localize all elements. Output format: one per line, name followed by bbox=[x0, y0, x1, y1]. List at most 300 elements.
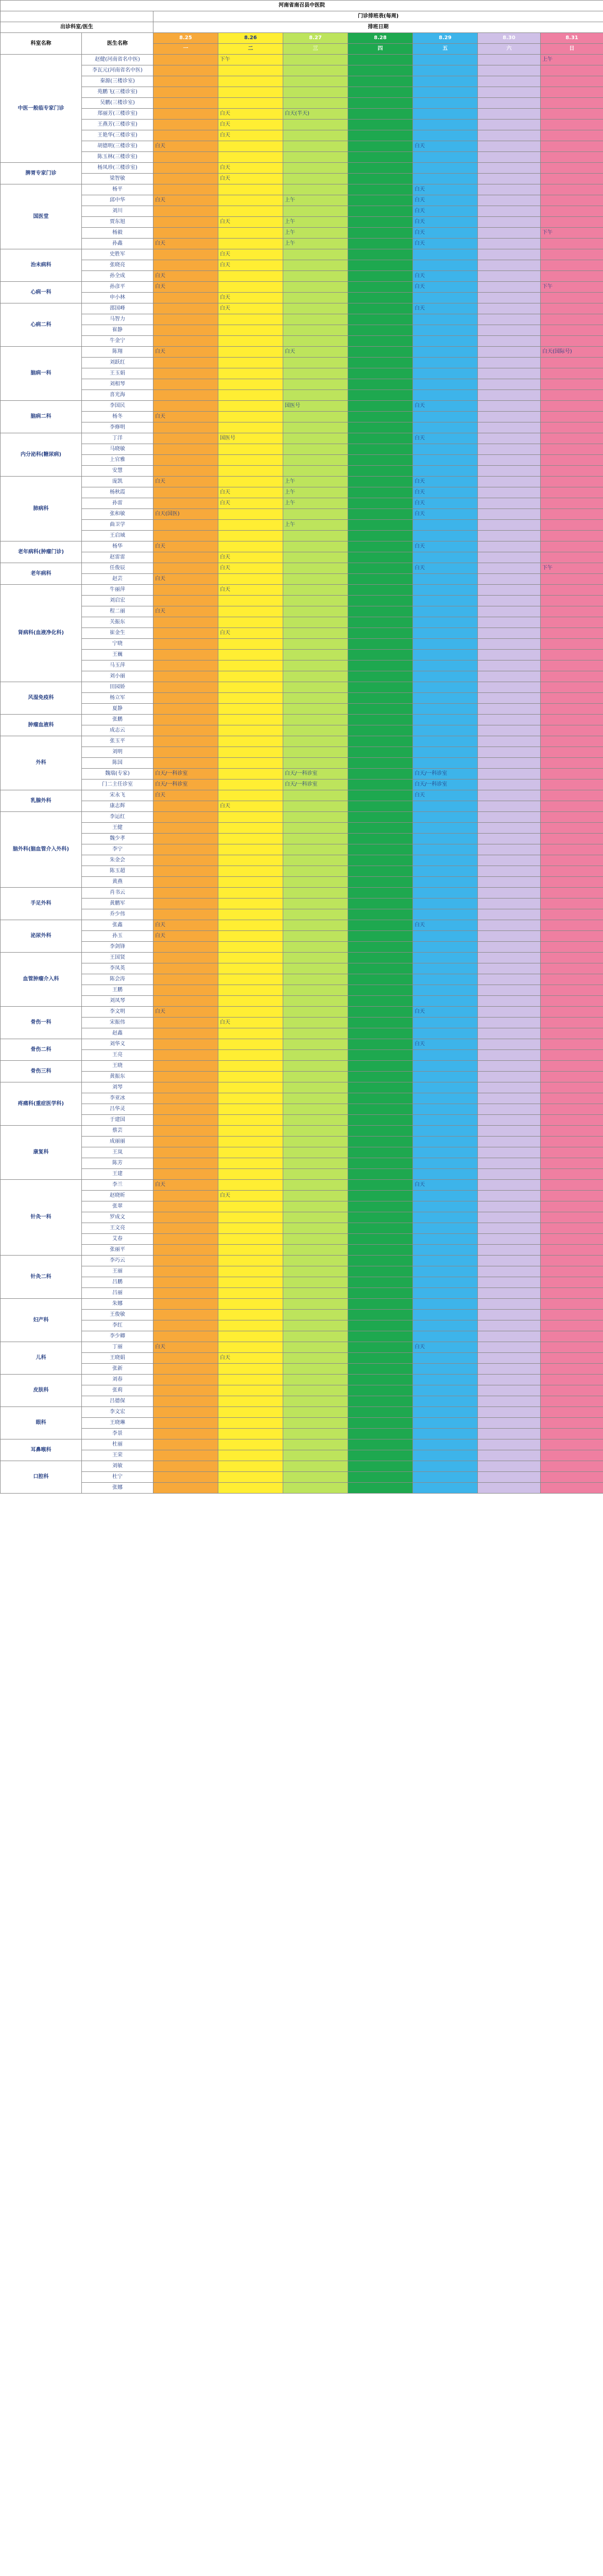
table-row bbox=[1, 347, 603, 358]
doctor-name: 李瓦元(河南省名中医) bbox=[82, 65, 153, 76]
schedule-cell bbox=[283, 1223, 348, 1234]
table-row bbox=[1, 1472, 603, 1483]
schedule-cell bbox=[348, 790, 413, 801]
schedule-cell bbox=[541, 1169, 603, 1180]
doctor-name: 马智力 bbox=[82, 314, 153, 325]
table-row bbox=[1, 1180, 603, 1191]
schedule-cell bbox=[153, 639, 218, 650]
department-name: 血管肿瘤介入科 bbox=[1, 953, 82, 1007]
schedule-cell bbox=[478, 1472, 541, 1483]
schedule-cell bbox=[153, 531, 218, 541]
schedule-cell bbox=[348, 1407, 413, 1418]
doctor-name: 任俊辰 bbox=[82, 563, 153, 574]
schedule-cell bbox=[348, 1245, 413, 1256]
schedule-cell bbox=[283, 790, 348, 801]
doctor-name: 秦源(三楼诊室) bbox=[82, 76, 153, 87]
schedule-cell bbox=[218, 1385, 283, 1396]
table-row bbox=[1, 1201, 603, 1212]
schedule-subtitle: 门诊排班表(每周) bbox=[153, 11, 603, 22]
schedule-cell bbox=[348, 1418, 413, 1429]
doctor-name: 陈玉超 bbox=[82, 866, 153, 877]
schedule-cell bbox=[541, 487, 603, 498]
schedule-cell bbox=[478, 1201, 541, 1212]
schedule-cell bbox=[478, 487, 541, 498]
schedule-cell bbox=[478, 1039, 541, 1050]
schedule-cell bbox=[153, 1418, 218, 1429]
schedule-cell bbox=[153, 1028, 218, 1039]
schedule-cell: 白天 bbox=[413, 1180, 478, 1191]
date-header-4: 8.29 bbox=[413, 33, 478, 44]
schedule-cell bbox=[541, 239, 603, 249]
schedule-cell bbox=[478, 639, 541, 650]
schedule-cell bbox=[478, 55, 541, 65]
schedule-cell bbox=[153, 660, 218, 671]
schedule-cell bbox=[153, 1396, 218, 1407]
schedule-cell bbox=[218, 1461, 283, 1472]
doctor-name: 刘启宏 bbox=[82, 596, 153, 606]
table-row bbox=[1, 1407, 603, 1418]
schedule-cell: 下午 bbox=[218, 55, 283, 65]
table-row bbox=[1, 974, 603, 985]
schedule-cell bbox=[413, 1450, 478, 1461]
schedule-cell bbox=[413, 293, 478, 303]
schedule-cell bbox=[413, 347, 478, 358]
department-name: 风湿免疫科 bbox=[1, 682, 82, 715]
schedule-cell bbox=[478, 347, 541, 358]
table-row bbox=[1, 1461, 603, 1472]
table-row bbox=[1, 1061, 603, 1072]
schedule-cell bbox=[153, 888, 218, 899]
schedule-cell: 白天 bbox=[413, 303, 478, 314]
schedule-cell bbox=[478, 693, 541, 704]
schedule-cell bbox=[478, 1018, 541, 1028]
schedule-cell bbox=[283, 455, 348, 466]
schedule-cell bbox=[348, 109, 413, 120]
doctor-name: 黄振东 bbox=[82, 1072, 153, 1082]
schedule-cell bbox=[153, 487, 218, 498]
schedule-cell bbox=[541, 249, 603, 260]
schedule-cell bbox=[348, 823, 413, 834]
department-name: 国医堂 bbox=[1, 184, 82, 249]
schedule-cell bbox=[283, 358, 348, 368]
schedule-cell bbox=[283, 1007, 348, 1018]
schedule-cell bbox=[283, 877, 348, 888]
schedule-cell: 白天 bbox=[413, 228, 478, 239]
schedule-cell bbox=[348, 401, 413, 412]
doctor-name: 孙玉 bbox=[82, 931, 153, 942]
schedule-cell bbox=[478, 909, 541, 920]
schedule-cell: 白天 bbox=[218, 120, 283, 130]
schedule-cell bbox=[348, 682, 413, 693]
doctor-name: 李剑锋 bbox=[82, 942, 153, 953]
table-row bbox=[1, 498, 603, 509]
schedule-cell bbox=[413, 736, 478, 747]
schedule-cell bbox=[478, 379, 541, 390]
schedule-cell bbox=[478, 844, 541, 855]
schedule-cell bbox=[541, 217, 603, 228]
schedule-cell bbox=[283, 1429, 348, 1439]
schedule-cell bbox=[218, 195, 283, 206]
schedule-cell bbox=[541, 1018, 603, 1028]
dept-column-header: 科室名称 bbox=[1, 33, 82, 55]
schedule-cell: 白天 bbox=[413, 541, 478, 552]
schedule-cell bbox=[478, 953, 541, 963]
schedule-cell bbox=[283, 844, 348, 855]
schedule-cell bbox=[283, 1093, 348, 1104]
schedule-cell bbox=[541, 1483, 603, 1494]
schedule-cell bbox=[153, 228, 218, 239]
schedule-cell bbox=[413, 996, 478, 1007]
schedule-cell bbox=[541, 628, 603, 639]
schedule-cell bbox=[218, 412, 283, 422]
schedule-cell bbox=[218, 152, 283, 163]
schedule-cell bbox=[413, 1429, 478, 1439]
schedule-cell bbox=[541, 1158, 603, 1169]
table-row bbox=[1, 531, 603, 541]
schedule-cell bbox=[348, 249, 413, 260]
schedule-cell bbox=[413, 1137, 478, 1147]
schedule-cell: 白天 bbox=[413, 563, 478, 574]
schedule-cell: 白天 bbox=[283, 347, 348, 358]
schedule-cell bbox=[283, 1472, 348, 1483]
schedule-cell bbox=[541, 184, 603, 195]
schedule-cell bbox=[478, 942, 541, 953]
date-row bbox=[1, 33, 603, 44]
doctor-name: 李宁 bbox=[82, 844, 153, 855]
schedule-cell bbox=[413, 1093, 478, 1104]
schedule-cell: 白天 bbox=[218, 1018, 283, 1028]
schedule-cell bbox=[218, 693, 283, 704]
schedule-cell bbox=[541, 390, 603, 401]
schedule-cell bbox=[478, 812, 541, 823]
schedule-cell bbox=[153, 130, 218, 141]
schedule-cell bbox=[413, 682, 478, 693]
doctor-name: 李少卿 bbox=[82, 1331, 153, 1342]
doctor-name: 邵国峰 bbox=[82, 303, 153, 314]
doctor-name: 王建 bbox=[82, 1169, 153, 1180]
schedule-cell bbox=[283, 606, 348, 617]
schedule-cell bbox=[283, 985, 348, 996]
schedule-cell: 白天 bbox=[218, 487, 283, 498]
schedule-cell bbox=[283, 1072, 348, 1082]
schedule-cell bbox=[413, 985, 478, 996]
schedule-cell bbox=[541, 195, 603, 206]
schedule-cell bbox=[348, 660, 413, 671]
schedule-cell bbox=[541, 422, 603, 433]
doctor-name: 赵鑫 bbox=[82, 1028, 153, 1039]
schedule-cell bbox=[541, 163, 603, 174]
schedule-cell: 白天 bbox=[218, 801, 283, 812]
schedule-cell bbox=[348, 671, 413, 682]
schedule-cell bbox=[478, 1212, 541, 1223]
schedule-cell bbox=[478, 1158, 541, 1169]
schedule-cell bbox=[541, 1039, 603, 1050]
schedule-cell bbox=[413, 1288, 478, 1299]
schedule-cell bbox=[413, 801, 478, 812]
schedule-cell bbox=[478, 1093, 541, 1104]
schedule-cell bbox=[153, 1212, 218, 1223]
doctor-name: 成志云 bbox=[82, 725, 153, 736]
schedule-cell bbox=[153, 877, 218, 888]
table-row bbox=[1, 55, 603, 65]
schedule-cell bbox=[478, 1364, 541, 1375]
schedule-cell bbox=[153, 844, 218, 855]
schedule-cell bbox=[413, 909, 478, 920]
schedule-cell bbox=[153, 1093, 218, 1104]
schedule-cell bbox=[283, 293, 348, 303]
schedule-cell bbox=[153, 801, 218, 812]
schedule-cell: 白天 bbox=[153, 541, 218, 552]
schedule-cell: 白天 bbox=[153, 920, 218, 931]
schedule-cell bbox=[413, 812, 478, 823]
table-row bbox=[1, 1137, 603, 1147]
schedule-cell bbox=[413, 866, 478, 877]
schedule-cell bbox=[478, 1385, 541, 1396]
schedule-cell bbox=[478, 271, 541, 282]
schedule-cell bbox=[283, 1266, 348, 1277]
schedule-cell bbox=[348, 1342, 413, 1353]
doctor-name: 陈国 bbox=[82, 758, 153, 769]
schedule-cell bbox=[541, 823, 603, 834]
schedule-cell bbox=[348, 336, 413, 347]
schedule-cell bbox=[283, 801, 348, 812]
doctor-name: 李文宏 bbox=[82, 1407, 153, 1418]
table-row bbox=[1, 217, 603, 228]
schedule-cell bbox=[541, 650, 603, 660]
schedule-cell bbox=[283, 660, 348, 671]
table-row bbox=[1, 942, 603, 953]
department-name: 肿瘤血液科 bbox=[1, 715, 82, 736]
table-row bbox=[1, 65, 603, 76]
schedule-cell bbox=[283, 422, 348, 433]
schedule-cell bbox=[478, 531, 541, 541]
schedule-cell bbox=[541, 1277, 603, 1288]
schedule-cell bbox=[478, 985, 541, 996]
schedule-cell bbox=[153, 1201, 218, 1212]
schedule-cell bbox=[478, 206, 541, 217]
schedule-cell bbox=[478, 715, 541, 725]
table-row bbox=[1, 596, 603, 606]
schedule-cell bbox=[283, 596, 348, 606]
schedule-cell bbox=[348, 1450, 413, 1461]
table-row bbox=[1, 1223, 603, 1234]
schedule-cell bbox=[541, 1245, 603, 1256]
schedule-cell: 白天 bbox=[413, 184, 478, 195]
schedule-cell bbox=[348, 552, 413, 563]
table-row bbox=[1, 877, 603, 888]
schedule-cell bbox=[541, 931, 603, 942]
schedule-cell bbox=[541, 509, 603, 520]
schedule-cell bbox=[218, 509, 283, 520]
schedule-cell bbox=[218, 650, 283, 660]
table-row bbox=[1, 1396, 603, 1407]
schedule-cell bbox=[153, 358, 218, 368]
table-row bbox=[1, 1169, 603, 1180]
schedule-cell bbox=[348, 1256, 413, 1266]
schedule-cell bbox=[218, 574, 283, 585]
table-row bbox=[1, 1331, 603, 1342]
schedule-cell bbox=[218, 1429, 283, 1439]
doctor-name: 郑丽芳(三楼诊室) bbox=[82, 109, 153, 120]
doctor-name: 于建国 bbox=[82, 1115, 153, 1126]
schedule-cell bbox=[153, 563, 218, 574]
schedule-cell bbox=[413, 953, 478, 963]
schedule-cell: 白天 bbox=[413, 401, 478, 412]
schedule-cell: 白天 bbox=[413, 477, 478, 487]
schedule-cell bbox=[348, 899, 413, 909]
schedule-cell bbox=[413, 65, 478, 76]
schedule-cell bbox=[153, 1299, 218, 1310]
doctor-name: 刘小丽 bbox=[82, 671, 153, 682]
schedule-cell bbox=[413, 725, 478, 736]
schedule-cell: 白天 bbox=[218, 628, 283, 639]
schedule-cell bbox=[153, 206, 218, 217]
schedule-cell: 白天 bbox=[218, 563, 283, 574]
schedule-cell: 上午 bbox=[283, 477, 348, 487]
schedule-cell bbox=[413, 444, 478, 455]
doctor-name: 肖书云 bbox=[82, 888, 153, 899]
doctor-name: 吕德保 bbox=[82, 1396, 153, 1407]
department-name: 内分泌科(糖尿病) bbox=[1, 433, 82, 477]
table-row bbox=[1, 1450, 603, 1461]
schedule-cell: 白天 bbox=[413, 141, 478, 152]
schedule-cell bbox=[348, 1288, 413, 1299]
doctor-name: 王晓娟 bbox=[82, 1353, 153, 1364]
schedule-cell bbox=[153, 1288, 218, 1299]
table-row bbox=[1, 1342, 603, 1353]
schedule-cell bbox=[478, 1191, 541, 1201]
schedule-cell bbox=[413, 1234, 478, 1245]
table-row bbox=[1, 1093, 603, 1104]
schedule-cell bbox=[348, 1007, 413, 1018]
schedule-cell: 白天 bbox=[153, 477, 218, 487]
schedule-cell bbox=[283, 314, 348, 325]
schedule-cell bbox=[153, 163, 218, 174]
schedule-cell bbox=[541, 1082, 603, 1093]
schedule-cell: 白天 bbox=[153, 931, 218, 942]
schedule-cell bbox=[348, 120, 413, 130]
schedule-cell bbox=[478, 834, 541, 844]
schedule-cell bbox=[283, 412, 348, 422]
schedule-cell bbox=[478, 87, 541, 98]
schedule-cell bbox=[541, 455, 603, 466]
doctor-name: 张莉 bbox=[82, 1385, 153, 1396]
doctor-name: 刘相琴 bbox=[82, 379, 153, 390]
schedule-cell bbox=[218, 239, 283, 249]
schedule-cell bbox=[413, 671, 478, 682]
schedule-cell bbox=[153, 120, 218, 130]
schedule-cell bbox=[218, 617, 283, 628]
table-row bbox=[1, 1310, 603, 1320]
schedule-cell bbox=[348, 606, 413, 617]
schedule-cell: 白天 bbox=[413, 920, 478, 931]
schedule-cell bbox=[153, 671, 218, 682]
schedule-cell bbox=[283, 1147, 348, 1158]
schedule-cell bbox=[153, 249, 218, 260]
schedule-cell bbox=[541, 963, 603, 974]
schedule-cell bbox=[283, 974, 348, 985]
schedule-cell bbox=[218, 65, 283, 76]
schedule-cell bbox=[283, 1320, 348, 1331]
table-row bbox=[1, 87, 603, 98]
schedule-cell bbox=[348, 1212, 413, 1223]
schedule-cell: 白天 bbox=[413, 1039, 478, 1050]
schedule-cell: 白天 bbox=[153, 1180, 218, 1191]
schedule-cell bbox=[348, 531, 413, 541]
table-row bbox=[1, 509, 603, 520]
title-row bbox=[1, 1, 603, 11]
table-row bbox=[1, 996, 603, 1007]
schedule-cell bbox=[153, 422, 218, 433]
schedule-cell bbox=[283, 98, 348, 109]
schedule-cell bbox=[153, 314, 218, 325]
schedule-cell: 国医号 bbox=[218, 433, 283, 444]
schedule-cell bbox=[153, 1407, 218, 1418]
schedule-cell bbox=[541, 1429, 603, 1439]
schedule-cell bbox=[153, 1483, 218, 1494]
schedule-cell bbox=[218, 1288, 283, 1299]
schedule-cell bbox=[541, 1191, 603, 1201]
schedule-cell bbox=[541, 725, 603, 736]
schedule-cell bbox=[283, 368, 348, 379]
schedule-cell bbox=[218, 520, 283, 531]
schedule-cell bbox=[218, 747, 283, 758]
schedule-cell bbox=[348, 942, 413, 953]
date-header-6: 8.31 bbox=[541, 33, 603, 44]
schedule-cell bbox=[478, 920, 541, 931]
doctor-name: 丁洋 bbox=[82, 433, 153, 444]
schedule-cell bbox=[478, 736, 541, 747]
schedule-cell bbox=[218, 1126, 283, 1137]
schedule-cell bbox=[153, 401, 218, 412]
schedule-cell bbox=[541, 120, 603, 130]
schedule-cell bbox=[413, 455, 478, 466]
schedule-cell bbox=[413, 1331, 478, 1342]
schedule-cell bbox=[478, 1147, 541, 1158]
schedule-cell: 白天(国医) bbox=[153, 509, 218, 520]
schedule-cell bbox=[218, 1223, 283, 1234]
schedule-cell bbox=[153, 1147, 218, 1158]
schedule-cell bbox=[283, 1201, 348, 1212]
doctor-name: 刘川 bbox=[82, 206, 153, 217]
schedule-cell bbox=[348, 1050, 413, 1061]
schedule-cell bbox=[541, 1439, 603, 1450]
schedule-cell bbox=[413, 974, 478, 985]
schedule-cell bbox=[478, 390, 541, 401]
schedule-cell bbox=[348, 1266, 413, 1277]
schedule-cell: 下午 bbox=[541, 228, 603, 239]
schedule-cell bbox=[218, 1212, 283, 1223]
department-name: 骨伤三科 bbox=[1, 1061, 82, 1082]
schedule-cell bbox=[283, 725, 348, 736]
schedule-cell bbox=[478, 1072, 541, 1082]
schedule-cell bbox=[348, 931, 413, 942]
schedule-cell bbox=[283, 1018, 348, 1028]
schedule-cell bbox=[413, 531, 478, 541]
doctor-name: 孙雷 bbox=[82, 498, 153, 509]
table-row bbox=[1, 985, 603, 996]
table-row bbox=[1, 1234, 603, 1245]
schedule-cell bbox=[478, 1396, 541, 1407]
schedule-cell bbox=[283, 693, 348, 704]
schedule-cell bbox=[153, 1126, 218, 1137]
table-row bbox=[1, 130, 603, 141]
schedule-cell bbox=[218, 541, 283, 552]
doctor-name: 陈芳 bbox=[82, 1158, 153, 1169]
schedule-cell bbox=[283, 1180, 348, 1191]
schedule-cell bbox=[541, 996, 603, 1007]
schedule-cell bbox=[413, 520, 478, 531]
